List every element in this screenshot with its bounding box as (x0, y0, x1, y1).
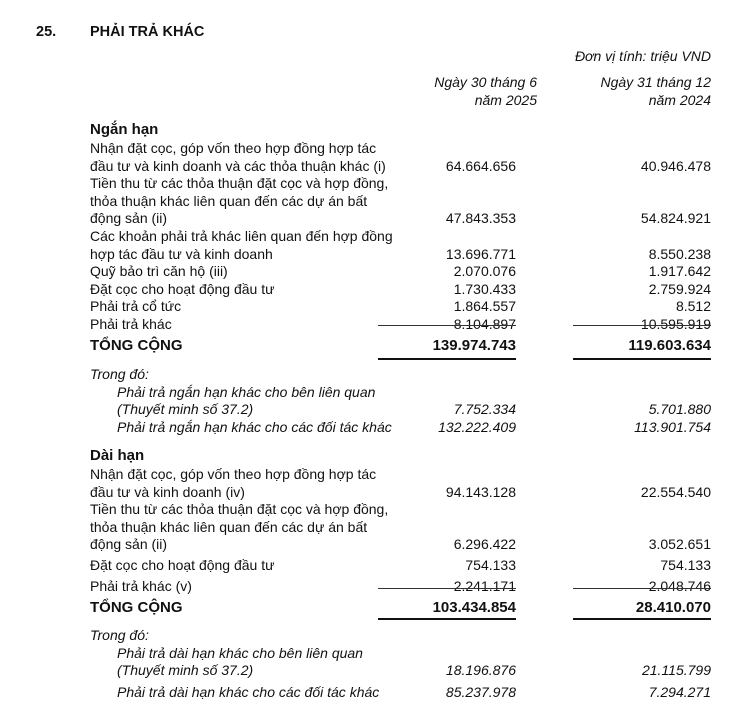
short-term-total (90, 336, 711, 356)
short-term-of-which (90, 366, 711, 436)
total-row: TỔNG CỘNG 139.974.743 119.603.634 (90, 337, 711, 354)
table-row: Phải trả khác 8.104.897 10.595.919 (90, 315, 711, 332)
value-2025: 47.843.353 (445, 210, 516, 227)
table-row: Đặt cọc cho hoạt động đầu tư 754.133 754.133 (90, 556, 711, 573)
column-header-2025: Ngày 30 tháng 6 năm 2025 (434, 74, 537, 108)
table-row: Phải trả ngắn hạn khác cho bên liên quan (Thuyết minh số 37.2) 7.752.334 5.701.880 (117, 383, 711, 418)
value-2024: 113.901.754 (634, 418, 711, 435)
total-row: TỔNG CỘNG 103.434.854 28.410.070 (90, 599, 711, 616)
subtotal-rule (573, 588, 711, 589)
value-2025: 7.752.334 (453, 401, 516, 418)
section-title: PHẢI TRẢ KHÁC (90, 24, 205, 40)
value-2025: 1.864.557 (453, 298, 516, 315)
note-heading (36, 24, 204, 40)
total-rule (573, 358, 711, 360)
value-2024: 1.917.642 (648, 263, 711, 280)
total-rule (378, 358, 516, 360)
table-row: Phải trả dài hạn khác cho các đối tác khác 85.237.978 7.294.271 (117, 683, 711, 700)
total-2025: 103.434.854 (432, 599, 516, 616)
value-2024: 2.048.746 (648, 577, 711, 594)
short-term-table (90, 120, 711, 334)
of-which-label: Trong đó: (90, 627, 149, 643)
table-row: Nhận đặt cọc, góp vốn theo hợp đồng hợp tác đầu tư và kinh doanh (iv) 94.143.128 22.554.540 (90, 466, 711, 500)
value-2025: 2.070.076 (453, 263, 516, 280)
long-term-of-which (90, 627, 711, 701)
value-2024: 3.052.651 (648, 536, 711, 553)
table-row: Phải trả dài hạn khác cho bên liên quan (Thuyết minh số 37.2) 18.196.876 21.115.799 (117, 644, 711, 679)
value-2025: 754.133 (465, 556, 516, 573)
value-2025: 8.104.897 (453, 315, 516, 332)
table-row: Các khoản phải trả khác liên quan đến hợp đồng hợp tác đầu tư và kinh doanh 13.696.771 8.550.238 (90, 227, 711, 262)
unit-label: Đơn vị tính: triệu VND (574, 48, 711, 64)
value-2024: 10.595.919 (640, 315, 711, 332)
of-which-label: Trong đó: (90, 366, 149, 382)
value-2025: 64.664.656 (445, 157, 516, 174)
value-2025: 13.696.771 (445, 245, 516, 262)
value-2025: 1.730.433 (453, 280, 516, 297)
value-2025: 18.196.876 (445, 662, 516, 679)
section-title-short-term: Ngắn hạn (90, 121, 159, 138)
table-row: Tiền thu từ các thỏa thuận đặt cọc và hợp đồng, thỏa thuận khác liên quan đến các dự án bất động sản (ii) 47.843.353 54.824.921 (90, 175, 711, 227)
value-2025: 2.241.171 (453, 577, 516, 594)
value-2024: 21.115.799 (641, 662, 711, 679)
table-row: Quỹ bảo trì căn hộ (iii) 2.070.076 1.917.642 (90, 263, 711, 280)
value-2025: 6.296.422 (453, 536, 516, 553)
subtotal-rule (573, 325, 711, 326)
value-2024: 8.550.238 (648, 245, 711, 262)
total-2025: 139.974.743 (432, 337, 516, 354)
value-2025: 132.222.409 (438, 418, 516, 435)
total-rule (573, 618, 711, 620)
value-2024: 40.946.478 (640, 157, 711, 174)
value-2024: 7.294.271 (648, 683, 711, 700)
value-2025: 94.143.128 (445, 483, 516, 500)
section-number: 25. (36, 24, 57, 40)
value-2024: 8.512 (675, 298, 711, 315)
value-2024: 5.701.880 (648, 401, 711, 418)
table-row: Phải trả cổ tức 1.864.557 8.512 (90, 298, 711, 315)
value-2024: 54.824.921 (640, 210, 711, 227)
value-2024: 2.759.924 (648, 280, 711, 297)
total-rule (378, 618, 516, 620)
table-row: Tiền thu từ các thỏa thuận đặt cọc và hợp đồng, thỏa thuận khác liên quan đến các dự án bất động sản (ii) 6.296.422 3.052.651 (90, 501, 711, 553)
value-2024: 22.554.540 (640, 483, 711, 500)
table-row: Đặt cọc cho hoạt động đầu tư 1.730.433 2.759.924 (90, 280, 711, 297)
table-row: Nhận đặt cọc, góp vốn theo hợp đồng hợp tác đầu tư và kinh doanh và các thỏa thuận khác (i) 64.664.656 40.946.478 (90, 140, 711, 174)
subtotal-rule (378, 588, 516, 589)
column-header-2024: Ngày 31 tháng 12 năm 2024 (600, 74, 711, 108)
table-row: Phải trả ngắn hạn khác cho các đối tác khác 132.222.409 113.901.754 (117, 418, 711, 435)
total-2024: 119.603.634 (628, 337, 711, 354)
long-term-total (90, 598, 711, 618)
long-term-table (90, 446, 711, 595)
table-row: Phải trả khác (v) 2.241.171 2.048.746 (90, 577, 711, 594)
section-title-long-term: Dài hạn (90, 447, 145, 464)
value-2024: 754.133 (660, 556, 711, 573)
subtotal-rule (378, 325, 516, 326)
total-2024: 28.410.070 (635, 599, 711, 616)
value-2025: 85.237.978 (445, 683, 516, 700)
